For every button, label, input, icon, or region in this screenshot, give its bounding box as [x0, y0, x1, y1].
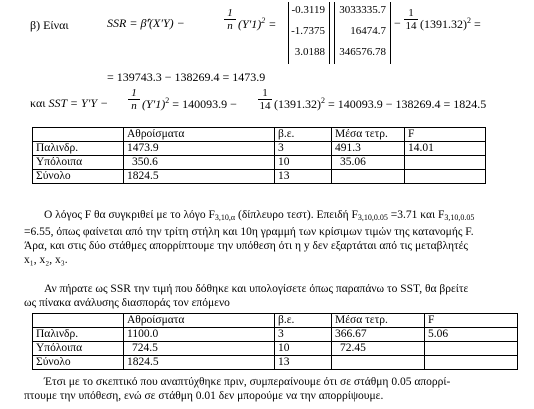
paragraph-line: Αν πήρατε ως SSR την τιμή που δόθηκε και υπολογίσετε όπως παραπάνω το SST, θα βρείτε: [44, 283, 469, 295]
table-row: [33, 328, 518, 342]
table-cell: 10: [275, 342, 332, 356]
table-header-cell: F: [405, 128, 486, 142]
table-cell: 10: [275, 156, 332, 170]
table-cell: 35.06: [332, 156, 405, 170]
table-header-cell: Αθροίσματα: [124, 128, 275, 142]
table-cell: 5.06: [425, 328, 518, 342]
table-cell: 1100.0: [124, 328, 275, 342]
ssr-lhs: SSR = β̂′(X′Y) −: [107, 16, 185, 30]
beta-vector-value: -0.3119: [291, 4, 325, 16]
table-cell: Παλινδρ.: [33, 328, 124, 342]
table-header-cell: F: [425, 314, 518, 328]
xy-vector-value: 346576.78: [339, 46, 386, 58]
table-header-row: [33, 128, 486, 142]
table-cell: 13: [275, 170, 332, 184]
xy-vector-value: 3033335.7: [339, 4, 386, 16]
table-cell: 366.67: [332, 328, 425, 342]
ssr-fraction: $\frac{1}{n}$: [224, 7, 236, 32]
table-cell: Σύνολο: [33, 356, 124, 370]
sst-mid: $(Y'1)^2 = 140093.9$ −: [142, 96, 237, 111]
ssr-minus: −: [394, 16, 401, 30]
paragraph-line: Ο λόγος F θα συγκριθεί με το λόγο $F_{3,10,\alpha}$ (δίπλευρο τεστ). Επειδή $F_{3,10,0.05} =3.71$ και $F_{3,10,0.05}$: [44, 209, 475, 222]
table-cell: [425, 342, 518, 356]
paragraph-alt: [24, 282, 530, 310]
sst-fraction: $\frac{1}{n}$: [128, 87, 140, 112]
table-cell: Υπόλοιπα: [33, 342, 124, 356]
sst-tail: $(1391.32)^2 = 140093.9 - 138269.4 = 1824.5$: [274, 96, 487, 111]
table-cell: [332, 356, 425, 370]
table-header-cell: Μέσα τετρ.: [332, 314, 425, 328]
table-cell: 13: [275, 356, 332, 370]
beta-vector-value: 3.0188: [294, 46, 325, 58]
table-header-cell: Αθροίσματα: [124, 314, 275, 328]
table-cell: 491.3: [332, 142, 405, 156]
table-header-cell: [33, 314, 124, 328]
table-cell: 350.6: [124, 156, 275, 170]
table-cell: 1473.9: [124, 142, 275, 156]
paragraph-line: πτουμε την υπόθεση, ενώ σε στάθμη 0.01 δεν μπορούμε να την απορρίψουμε.: [24, 390, 384, 402]
ssr-y1: $(Y'1)^2$ =: [238, 16, 277, 31]
part-label: β) Είναι: [30, 18, 69, 32]
table-row: [33, 356, 518, 370]
table-cell: Σύνολο: [33, 170, 124, 184]
paragraph-line: Έτσι με το σκεπτικό που αναπτύχθηκε πριν, συμπεραίνουμε ότι σε στάθμη 0.05 απορρί-: [44, 376, 451, 388]
table-row: [33, 142, 486, 156]
sst-line: και SST = Y′Y −: [30, 96, 109, 110]
ssr-result: = 139743.3 − 138269.4 = 1473.9: [107, 70, 266, 84]
table-cell: 1824.5: [124, 170, 275, 184]
table-cell: [332, 170, 405, 184]
beta-vector: [288, 2, 330, 64]
table-header-cell: Μέσα τετρ.: [332, 128, 405, 142]
paragraph-f-test: [24, 208, 530, 267]
xy-vector-value: 16474.7: [350, 25, 386, 37]
table-cell: 72.45: [332, 342, 425, 356]
ssr-fraction-14: $\frac{1}{14}$: [405, 7, 417, 32]
table-row: [33, 170, 486, 184]
table-cell: 1824.5: [124, 356, 275, 370]
table-cell: [425, 356, 518, 370]
table-header-cell: β.ε.: [275, 128, 332, 142]
table-header-cell: β.ε.: [275, 314, 332, 328]
table-header-cell: [33, 128, 124, 142]
table-cell: Υπόλοιπα: [33, 156, 124, 170]
paragraph-line: ως πίνακα ανάλυσης διασποράς τον επόμενο: [24, 297, 230, 309]
paragraph-conclusion: [24, 375, 530, 403]
table-cell: Παλινδρ.: [33, 142, 124, 156]
table-cell: [405, 156, 486, 170]
table-cell: 14.01: [405, 142, 486, 156]
sst-fraction-14: $\frac{1}{14}$: [259, 87, 271, 112]
ssr-tail: $(1391.32)^2$ =: [420, 16, 481, 31]
table-cell: [405, 170, 486, 184]
paragraph-line: =6.55, όπως φαίνεται από την τρίτη στήλη και 10η γραμμή των κρίσιμων τιμών της κατανομής F.: [24, 226, 474, 238]
table-cell: 3: [275, 328, 332, 342]
xy-vector: [334, 2, 391, 64]
table-row: [33, 342, 518, 356]
anova-table-1: [32, 127, 486, 184]
table-cell: 724.5: [124, 342, 275, 356]
table-header-row: [33, 314, 518, 328]
anova-table-2: [32, 313, 518, 370]
table-row: [33, 156, 486, 170]
table-cell: 3: [275, 142, 332, 156]
paragraph-line: x₁, x₂, x₃.: [24, 254, 68, 266]
paragraph-line: Άρα, και στις δύο στάθμες απορρίπτουμε την υπόθεση ότι η y δεν εξαρτάται από τις μεταβλητές: [24, 240, 468, 252]
beta-vector-value: -1.7375: [291, 25, 325, 37]
